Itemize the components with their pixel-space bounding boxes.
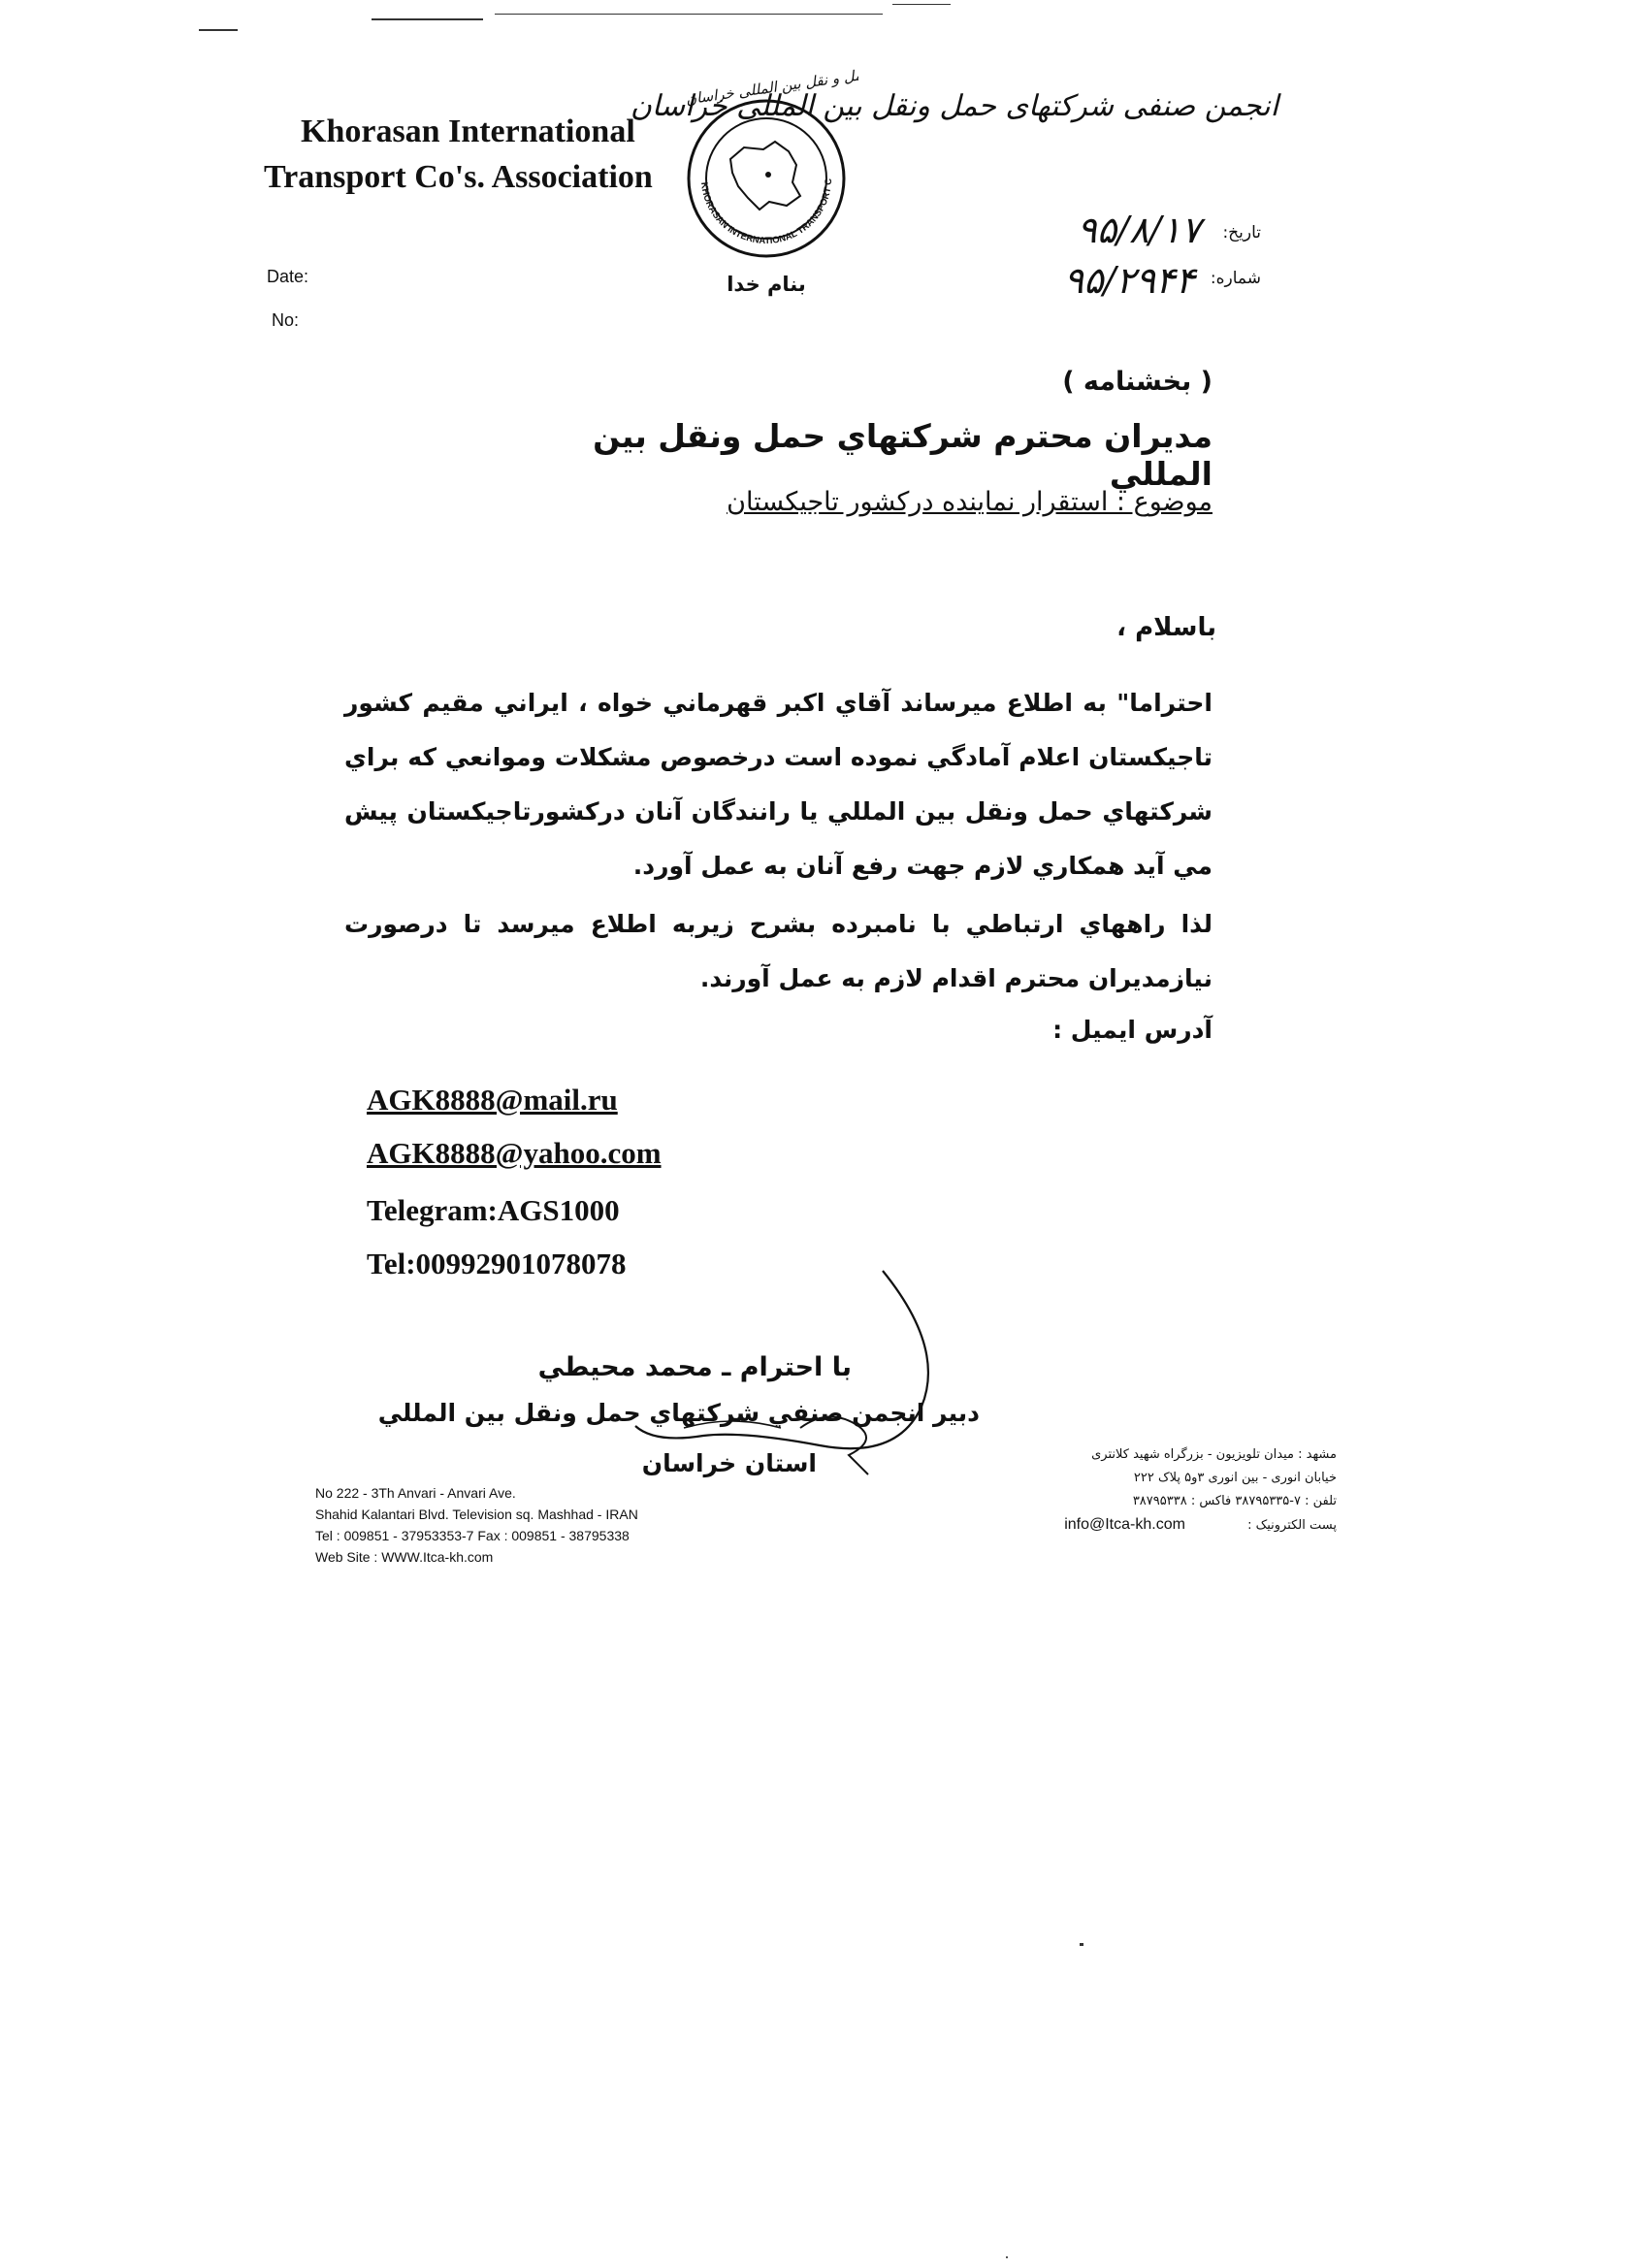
handwritten-signature	[538, 1261, 965, 1494]
signature-title-line1: دبير انجمن صنفي شركتهاي حمل ونقل بين المللي	[377, 1399, 980, 1427]
subject-line: موضوع : استقرار نماينده دركشور تاجيكستان	[727, 487, 1212, 517]
scan-artifact-line	[495, 14, 883, 15]
bismillah: بنام خدا	[727, 273, 806, 296]
scan-speck	[1080, 1943, 1083, 1946]
scan-artifact-line	[372, 18, 483, 20]
contact-email-mail-ru[interactable]: AGK8888@mail.ru	[367, 1083, 618, 1117]
footer-english	[315, 1482, 638, 1568]
footer-fa-address-line1: مشهد : میدان تلویزیون - بزرگراه شهید کلانتری	[1091, 1447, 1337, 1462]
footer-website: Web Site : WWW.Itca-kh.com	[315, 1549, 494, 1565]
footer-fa-phone-fax: تلفن : ۷-۳۸۷۹۵۳۳۵ فاکس : ۳۸۷۹۵۳۳۸	[1132, 1494, 1337, 1508]
addressee-line: مديران محترم شركتهاي حمل ونقل بين المللي	[593, 417, 1212, 493]
persian-association-name: انجمن صنفی شرکتهای حمل ونقل بین المللی خراسان	[630, 89, 1278, 123]
greeting: باسلام ،	[1116, 613, 1216, 642]
footer-fa-email-row	[1007, 1513, 1337, 1538]
number-label-fa: شماره:	[1210, 269, 1261, 288]
english-name-line2: Transport Co's. Association	[264, 159, 653, 195]
footer-email[interactable]: info@Itca-kh.com	[1064, 1516, 1185, 1533]
date-number-block	[1048, 209, 1261, 315]
contact-telephone: Tel:00992901078078	[367, 1247, 627, 1280]
email-label: آدرس ايميل :	[1052, 1016, 1212, 1044]
contact-email-yahoo[interactable]: AGK8888@yahoo.com	[367, 1136, 662, 1170]
footer-phone-fax: Tel : 009851 - 37953353-7 Fax : 009851 - 38795338	[315, 1528, 630, 1543]
scan-artifact-line	[199, 29, 238, 31]
footer-address-line1: No 222 - 3Th Anvari - Anvari Ave.	[315, 1485, 516, 1501]
footer-fa-email-label: پست الکترونیک :	[1247, 1518, 1337, 1533]
letter-paragraph-2: لذا راههاي ارتباطي با نامبرده بشرح زيربه اطلاع ميرسد تا درصورت نيازمديران محترم اقدام لازم به عمل آورند.	[344, 910, 1212, 992]
contact-telegram: Telegram:AGS1000	[367, 1193, 620, 1227]
letter-type: ( بخشنامه )	[1062, 367, 1212, 397]
logo-persian-arc-text: حمل و نقل بین المللی خراسان	[684, 64, 858, 109]
number-value: ۹۵/۲۹۴۴	[1063, 259, 1195, 302]
footer-address-line2: Shahid Kalantari Blvd. Television sq. Mashhad - IRAN	[315, 1507, 638, 1522]
signature-closing: با احترام ـ محمد محيطي	[537, 1352, 852, 1382]
signature-title-line2: استان خراسان	[641, 1449, 817, 1477]
date-value: ۹۵/۸/۱۷	[1077, 209, 1201, 251]
scan-speck	[1006, 2256, 1008, 2258]
date-label-fa: تاریخ:	[1222, 223, 1261, 243]
footer-persian	[1007, 1443, 1337, 1538]
scan-artifact-line	[892, 4, 951, 5]
logo-english-arc-text: KHORASAN INTERNATIONAL TRANSPORT C	[698, 178, 835, 247]
letter-paragraph-1: احتراما" به اطلاع ميرساند آقاي اكبر قهرماني خواه ، ايراني مقيم كشور تاجيكستان اعلام آمادگي نموده است درخصوص مشكلات وموانعي كه براي شركتهاي حمل ونقل بين المللي يا رانندگان آنان دركشورتاجيكستان پيش مي آيد همكاري لازم جهت رفع آنان به عمل آورد.	[344, 689, 1212, 880]
number-label-en: No:	[272, 310, 300, 330]
english-name-line1: Khorasan International	[301, 113, 635, 149]
date-label-en: Date:	[267, 267, 309, 286]
footer-fa-address-line2: خیابان انوری - بین انوری ۳و۵ پلاک ۲۲۲	[1133, 1471, 1337, 1485]
